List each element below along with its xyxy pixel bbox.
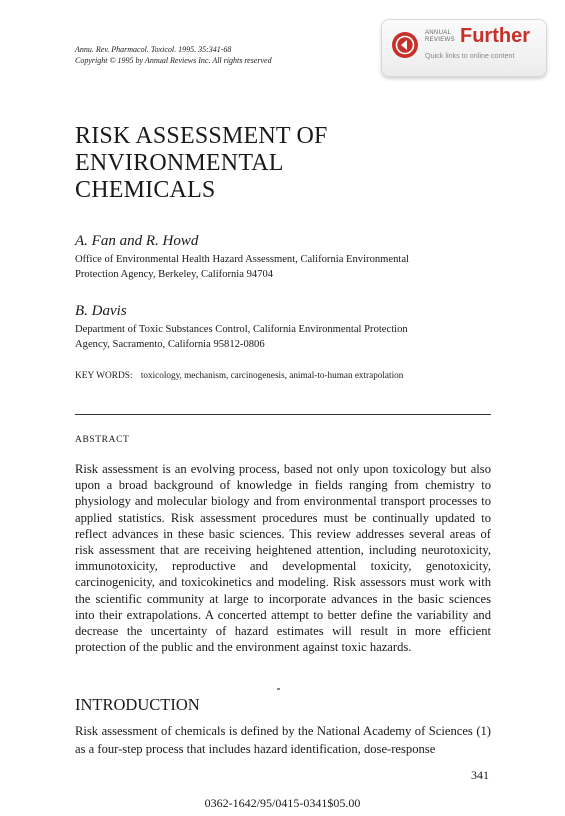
author-names: B. Davis <box>75 303 127 319</box>
divider <box>75 414 491 415</box>
title-line: ENVIRONMENTAL <box>75 150 284 176</box>
author-affiliation <box>75 322 408 352</box>
footer-code: 0362-1642/95/0415-0341$05.00 <box>204 796 361 810</box>
page-number: 341 <box>471 768 489 782</box>
further-badge[interactable] <box>381 19 547 77</box>
badge-reviews: REVIEWS <box>425 37 455 43</box>
badge-annual: ANNUAL <box>425 30 452 36</box>
journal-citation: Annu. Rev. Pharmacol. Toxicol. 1995. 35:341-68 <box>75 45 232 54</box>
badge-annual-reviews <box>425 30 455 44</box>
affiliation-line: Agency, Sacramento, California 95812-0806 <box>75 339 265 350</box>
badge-further: Further <box>460 25 530 47</box>
article-title <box>75 123 328 204</box>
keywords-label: KEY WORDS: <box>75 371 133 381</box>
author-affiliation <box>75 252 409 282</box>
copyright-line: Copyright © 1995 by Annual Reviews Inc. All rights reserved <box>75 56 272 65</box>
abstract-heading: ABSTRACT <box>75 435 130 445</box>
affiliation-line: Office of Environmental Health Hazard Assessment, California Environmental <box>75 254 409 265</box>
affiliation-line: Department of Toxic Substances Control, California Environmental Protection <box>75 324 408 335</box>
badge-subtitle: Quick links to online content <box>425 51 515 60</box>
title-line: CHEMICALS <box>75 177 216 203</box>
title-line: RISK ASSESSMENT OF <box>75 123 328 149</box>
keywords-value: toxicology, mechanism, carcinogenesis, animal-to-human extrapolation <box>140 370 404 380</box>
play-arrow-icon <box>392 32 418 58</box>
introduction-heading: INTRODUCTION <box>75 695 200 714</box>
author-names: A. Fan and R. Howd <box>75 233 199 249</box>
introduction-text: Risk assessment of chemicals is defined by the National Academy of Sciences (1) as a four-step process that includes hazard identification, dose-response <box>75 724 491 756</box>
scan-speck <box>277 688 280 690</box>
affiliation-line: Protection Agency, Berkeley, California 94704 <box>75 269 274 280</box>
abstract-text: Risk assessment is an evolving process, based not only upon toxicology but also upon a broad background of knowledge in fields ranging from chemistry to physiology and molecular biology and from environmental transport processes to applied statistics. Risk assessment procedures must be continually updated to reflect advances in these basic sciences. This review addresses several areas of risk assessment that are receiving heightened attention, including neurotoxicity, immunotoxicity, reproductive and developmental toxicity, genotoxicity, carcinogenicity, and toxicokinetics and modeling. Risk assessors must work with the scientific community at large to incorporate advances in the basic sciences into their extrapolations. A concerted attempt to better define the variability and decrease the uncertainty of hazard estimates will result in more efficient protection of the public and the environment against toxic hazards. <box>75 462 491 655</box>
keywords <box>75 370 403 381</box>
journal-header <box>75 44 272 66</box>
